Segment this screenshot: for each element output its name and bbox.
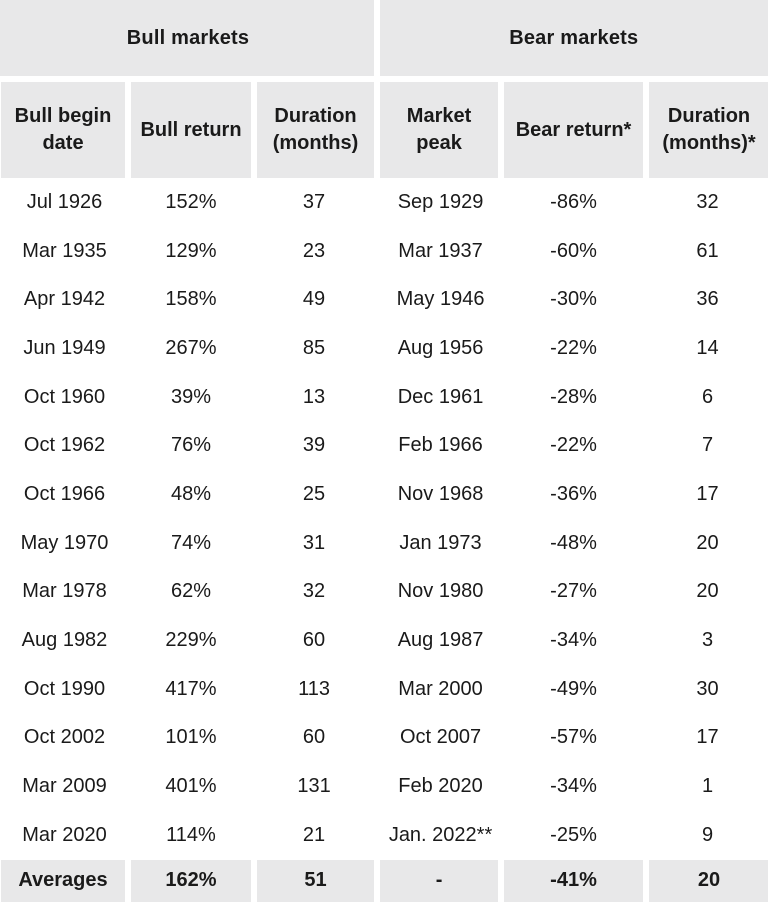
bull-begin-date-cell: Oct 1962 xyxy=(1,421,128,470)
bull-return-cell: 48% xyxy=(128,470,254,519)
bull-duration-cell: 32 xyxy=(254,568,377,617)
averages-bull-duration: 51 xyxy=(254,860,377,902)
table-row xyxy=(1,811,768,860)
col-header-line: Duration xyxy=(274,105,357,127)
bear-duration-cell: 30 xyxy=(646,665,768,714)
averages-row xyxy=(1,860,768,902)
table-row xyxy=(1,178,768,227)
market-peak-cell: Feb 2020 xyxy=(377,762,501,811)
averages-market-peak: - xyxy=(377,860,501,902)
market-peak-cell: May 1946 xyxy=(377,275,501,324)
bull-begin-date-cell: Mar 2009 xyxy=(1,762,128,811)
bull-return-cell: 417% xyxy=(128,665,254,714)
bear-return-cell: -34% xyxy=(501,762,646,811)
bear-duration-cell: 3 xyxy=(646,616,768,665)
market-peak-cell: Mar 1937 xyxy=(377,227,501,276)
bear-duration-cell: 1 xyxy=(646,762,768,811)
bear-return-cell: -28% xyxy=(501,373,646,422)
bull-begin-date-cell: Aug 1982 xyxy=(1,616,128,665)
col-header-line: (months)* xyxy=(662,132,756,154)
table-body xyxy=(1,178,768,860)
bull-duration-cell: 21 xyxy=(254,811,377,860)
col-header-bear-duration xyxy=(646,82,768,178)
bear-return-cell: -34% xyxy=(501,616,646,665)
table-row xyxy=(1,227,768,276)
bull-begin-date-cell: Mar 1978 xyxy=(1,568,128,617)
bear-return-cell: -49% xyxy=(501,665,646,714)
bull-return-cell: 267% xyxy=(128,324,254,373)
table-row xyxy=(1,762,768,811)
bull-duration-cell: 31 xyxy=(254,519,377,568)
table-row xyxy=(1,373,768,422)
market-peak-cell: Aug 1987 xyxy=(377,616,501,665)
averages-bear-duration: 20 xyxy=(646,860,768,902)
bull-duration-cell: 60 xyxy=(254,714,377,763)
bull-begin-date-cell: May 1970 xyxy=(1,519,128,568)
bull-return-cell: 229% xyxy=(128,616,254,665)
col-header-market-peak xyxy=(377,82,501,178)
bull-return-cell: 114% xyxy=(128,811,254,860)
table-row xyxy=(1,324,768,373)
bear-duration-cell: 9 xyxy=(646,811,768,860)
bear-duration-cell: 7 xyxy=(646,421,768,470)
bear-return-cell: -27% xyxy=(501,568,646,617)
group-header-row xyxy=(1,0,768,76)
bull-duration-cell: 37 xyxy=(254,178,377,227)
bull-duration-cell: 49 xyxy=(254,275,377,324)
bear-duration-cell: 20 xyxy=(646,519,768,568)
bull-begin-date-cell: Mar 1935 xyxy=(1,227,128,276)
col-header-bull-begin-date xyxy=(1,82,128,178)
table-row xyxy=(1,275,768,324)
bear-return-cell: -86% xyxy=(501,178,646,227)
bear-duration-cell: 32 xyxy=(646,178,768,227)
bull-markets-header: Bull markets xyxy=(1,0,377,76)
bull-duration-cell: 25 xyxy=(254,470,377,519)
bull-duration-cell: 39 xyxy=(254,421,377,470)
bear-return-cell: -48% xyxy=(501,519,646,568)
table-row xyxy=(1,568,768,617)
bull-return-cell: 62% xyxy=(128,568,254,617)
market-peak-cell: Nov 1968 xyxy=(377,470,501,519)
bear-duration-cell: 17 xyxy=(646,470,768,519)
bull-return-cell: 39% xyxy=(128,373,254,422)
table-row xyxy=(1,519,768,568)
col-header-line: date xyxy=(42,132,84,154)
bull-return-cell: 74% xyxy=(128,519,254,568)
bear-duration-cell: 36 xyxy=(646,275,768,324)
bear-return-cell: -60% xyxy=(501,227,646,276)
bull-duration-cell: 23 xyxy=(254,227,377,276)
bull-return-cell: 101% xyxy=(128,714,254,763)
bull-duration-cell: 13 xyxy=(254,373,377,422)
col-header-bear-return: Bear return* xyxy=(501,82,646,178)
bull-return-cell: 76% xyxy=(128,421,254,470)
market-peak-cell: Nov 1980 xyxy=(377,568,501,617)
col-header-bull-return: Bull return xyxy=(128,82,254,178)
col-header-line: Market xyxy=(406,105,472,127)
bull-duration-cell: 85 xyxy=(254,324,377,373)
bull-duration-cell: 131 xyxy=(254,762,377,811)
bull-duration-cell: 113 xyxy=(254,665,377,714)
bull-return-cell: 401% xyxy=(128,762,254,811)
bull-begin-date-cell: Oct 1960 xyxy=(1,373,128,422)
averages-label: Averages xyxy=(1,860,128,902)
bear-duration-cell: 17 xyxy=(646,714,768,763)
bull-begin-date-cell: Apr 1942 xyxy=(1,275,128,324)
bull-begin-date-cell: Jun 1949 xyxy=(1,324,128,373)
bull-duration-cell: 60 xyxy=(254,616,377,665)
bear-duration-cell: 20 xyxy=(646,568,768,617)
bull-begin-date-cell: Oct 1966 xyxy=(1,470,128,519)
bull-begin-date-cell: Oct 1990 xyxy=(1,665,128,714)
bear-duration-cell: 6 xyxy=(646,373,768,422)
market-peak-cell: Jan. 2022** xyxy=(377,811,501,860)
bear-return-cell: -30% xyxy=(501,275,646,324)
bear-return-cell: -22% xyxy=(501,421,646,470)
bull-begin-date-cell: Oct 2002 xyxy=(1,714,128,763)
col-header-line: peak xyxy=(416,132,462,154)
column-header-row xyxy=(1,82,768,178)
table-row xyxy=(1,714,768,763)
table-row xyxy=(1,421,768,470)
bear-return-cell: -22% xyxy=(501,324,646,373)
bear-markets-header: Bear markets xyxy=(377,0,768,76)
col-header-line: Duration xyxy=(667,105,751,127)
bull-return-cell: 158% xyxy=(128,275,254,324)
bear-return-cell: -57% xyxy=(501,714,646,763)
bear-return-cell: -25% xyxy=(501,811,646,860)
bull-return-cell: 129% xyxy=(128,227,254,276)
market-peak-cell: Mar 2000 xyxy=(377,665,501,714)
market-peak-cell: Sep 1929 xyxy=(377,178,501,227)
bear-duration-cell: 14 xyxy=(646,324,768,373)
bull-return-cell: 152% xyxy=(128,178,254,227)
market-peak-cell: Feb 1966 xyxy=(377,421,501,470)
averages-bear-return: -41% xyxy=(501,860,646,902)
averages-bull-return: 162% xyxy=(128,860,254,902)
bear-return-cell: -36% xyxy=(501,470,646,519)
bear-duration-cell: 61 xyxy=(646,227,768,276)
market-peak-cell: Oct 2007 xyxy=(377,714,501,763)
col-header-line: (months) xyxy=(272,132,359,154)
market-peak-cell: Aug 1956 xyxy=(377,324,501,373)
col-header-line: Bull begin xyxy=(14,105,112,127)
bull-begin-date-cell: Jul 1926 xyxy=(1,178,128,227)
market-peak-cell: Jan 1973 xyxy=(377,519,501,568)
bull-begin-date-cell: Mar 2020 xyxy=(1,811,128,860)
table-row xyxy=(1,616,768,665)
col-header-bull-duration xyxy=(254,82,377,178)
table-row xyxy=(1,470,768,519)
table-row xyxy=(1,665,768,714)
market-peak-cell: Dec 1961 xyxy=(377,373,501,422)
